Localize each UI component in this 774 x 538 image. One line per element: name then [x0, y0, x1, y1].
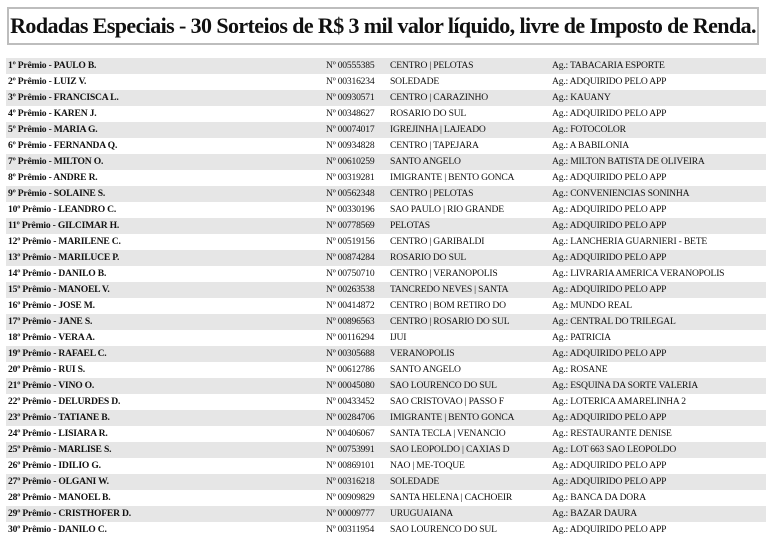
agent: Ag.: ADQUIRIDO PELO APP [552, 252, 667, 263]
city: NAO | ME-TOQUE [390, 460, 465, 471]
table-row [6, 522, 766, 538]
ticket-number: Nº 00045080 [326, 380, 375, 391]
ticket-number: Nº 00562348 [326, 188, 375, 199]
city: PELOTAS [390, 220, 430, 231]
city: SANTO ANGELO [390, 156, 461, 167]
table-row [6, 458, 766, 474]
ticket-number: Nº 00316234 [326, 76, 375, 87]
table-row [6, 90, 766, 106]
ticket-number: Nº 00414872 [326, 300, 375, 311]
ticket-number: Nº 00874284 [326, 252, 375, 263]
ticket-number: Nº 00869101 [326, 460, 375, 471]
agent: Ag.: LOTERICA AMARELINHA 2 [552, 396, 686, 407]
table-row [6, 138, 766, 154]
prize-label: 21º Prêmio - VINO O. [8, 380, 95, 391]
prize-label: 25º Prêmio - MARLISE S. [8, 444, 112, 455]
city: SAO LOURENCO DO SUL [390, 524, 497, 535]
city: IMIGRANTE | BENTO GONCA [390, 172, 515, 183]
city: SANTA HELENA | CACHOEIR [390, 492, 513, 503]
ticket-number: Nº 00284706 [326, 412, 375, 423]
table-row [6, 266, 766, 282]
agent: Ag.: RESTAURANTE DENISE [552, 428, 672, 439]
prize-label: 5º Prêmio - MARIA G. [8, 124, 98, 135]
table-row [6, 346, 766, 362]
city: SAO LEOPOLDO | CAXIAS D [390, 444, 510, 455]
ticket-number: Nº 00753991 [326, 444, 375, 455]
agent: Ag.: ADQUIRIDO PELO APP [552, 348, 667, 359]
city: SAO LOURENCO DO SUL [390, 380, 497, 391]
ticket-number: Nº 00348627 [326, 108, 375, 119]
ticket-number: Nº 00311954 [326, 524, 375, 535]
prize-label: 23º Prêmio - TATIANE B. [8, 412, 110, 423]
prize-label: 19º Prêmio - RAFAEL C. [8, 348, 107, 359]
agent: Ag.: ADQUIRIDO PELO APP [552, 76, 667, 87]
prize-label: 22º Prêmio - DELURDES D. [8, 396, 121, 407]
agent: Ag.: CONVENIENCIAS SONINHA [552, 188, 690, 199]
ticket-number: Nº 00330196 [326, 204, 375, 215]
agent: Ag.: PATRICIA [552, 332, 611, 343]
prize-label: 20º Prêmio - RUI S. [8, 364, 85, 375]
prize-label: 18º Prêmio - VERA A. [8, 332, 95, 343]
table-row [6, 506, 766, 522]
ticket-number: Nº 00319281 [326, 172, 375, 183]
city: ROSARIO DO SUL [390, 252, 467, 263]
ticket-number: Nº 00930571 [326, 92, 375, 103]
prize-label: 4º Prêmio - KAREN J. [8, 108, 97, 119]
city: TANCREDO NEVES | SANTA [390, 284, 509, 295]
agent: Ag.: LIVRARIA AMERICA VERANOPOLIS [552, 268, 725, 279]
city: IMIGRANTE | BENTO GONCA [390, 412, 515, 423]
agent: Ag.: CENTRAL DO TRILEGAL [552, 316, 676, 327]
table-row [6, 394, 766, 410]
ticket-number: Nº 00519156 [326, 236, 375, 247]
prize-label: 12º Prêmio - MARILENE C. [8, 236, 121, 247]
city: CENTRO | PELOTAS [390, 60, 474, 71]
agent: Ag.: ADQUIRIDO PELO APP [552, 284, 667, 295]
city: CENTRO | GARIBALDI [390, 236, 485, 247]
table-row [6, 410, 766, 426]
agent: Ag.: TABACARIA ESPORTE [552, 60, 665, 71]
city: CENTRO | VERANOPOLIS [390, 268, 498, 279]
ticket-number: Nº 00316218 [326, 476, 375, 487]
agent: Ag.: ADQUIRIDO PELO APP [552, 204, 667, 215]
table-row [6, 362, 766, 378]
agent: Ag.: ESQUINA DA SORTE VALERIA [552, 380, 698, 391]
agent: Ag.: BANCA DA DORA [552, 492, 646, 503]
city: SOLEDADE [390, 76, 440, 87]
prize-label: 16º Prêmio - JOSE M. [8, 300, 95, 311]
table-row [6, 74, 766, 90]
prize-label: 27º Prêmio - OLGANI W. [8, 476, 109, 487]
city: CENTRO | ROSARIO DO SUL [390, 316, 510, 327]
table-row [6, 330, 766, 346]
table-row [6, 490, 766, 506]
table-row [6, 378, 766, 394]
table-row [6, 250, 766, 266]
prize-label: 13º Prêmio - MARILUCE P. [8, 252, 120, 263]
agent: Ag.: KAUANY [552, 92, 611, 103]
table-row [6, 298, 766, 314]
agent: Ag.: A BABILONIA [552, 140, 630, 151]
ticket-number: Nº 00934828 [326, 140, 375, 151]
prize-label: 28º Prêmio - MANOEL B. [8, 492, 111, 503]
prize-label: 15º Prêmio - MANOEL V. [8, 284, 110, 295]
prize-label: 30º Prêmio - DANILO C. [8, 524, 107, 535]
table-row [6, 234, 766, 250]
city: IGREJINHA | LAJEADO [390, 124, 486, 135]
prize-label: 10º Prêmio - LEANDRO C. [8, 204, 117, 215]
prize-label: 3º Prêmio - FRANCISCA L. [8, 92, 119, 103]
city: CENTRO | CARAZINHO [390, 92, 488, 103]
prize-label: 11º Prêmio - GILCIMAR H. [8, 220, 120, 231]
table-row [6, 442, 766, 458]
agent: Ag.: ADQUIRIDO PELO APP [552, 412, 667, 423]
city: CENTRO | TAPEJARA [390, 140, 479, 151]
agent: Ag.: LOT 663 SAO LEOPOLDO [552, 444, 677, 455]
table-row [6, 170, 766, 186]
ticket-number: Nº 00778569 [326, 220, 375, 231]
ticket-number: Nº 00555385 [326, 60, 375, 71]
agent: Ag.: ROSANE [552, 364, 608, 375]
ticket-number: Nº 00263538 [326, 284, 375, 295]
city: VERANOPOLIS [390, 348, 455, 359]
prize-label: 2º Prêmio - LUIZ V. [8, 76, 87, 87]
prize-label: 29º Prêmio - CRISTHOFER D. [8, 508, 131, 519]
table-row [6, 58, 766, 74]
prize-label: 8º Prêmio - ANDRE R. [8, 172, 98, 183]
agent: Ag.: ADQUIRIDO PELO APP [552, 460, 667, 471]
city: SANTA TECLA | VENANCIO [390, 428, 506, 439]
agent: Ag.: ADQUIRIDO PELO APP [552, 220, 667, 231]
prize-label: 9º Prêmio - SOLAINE S. [8, 188, 106, 199]
ticket-number: Nº 00610259 [326, 156, 375, 167]
agent: Ag.: ADQUIRIDO PELO APP [552, 108, 667, 119]
prize-label: 14º Prêmio - DANILO B. [8, 268, 107, 279]
agent: Ag.: MUNDO REAL [552, 300, 632, 311]
ticket-number: Nº 00750710 [326, 268, 375, 279]
city: CENTRO | PELOTAS [390, 188, 474, 199]
city: SOLEDADE [390, 476, 440, 487]
ticket-number: Nº 00612786 [326, 364, 375, 375]
agent: Ag.: FOTOCOLOR [552, 124, 626, 135]
prize-label: 26º Prêmio - IDILIO G. [8, 460, 101, 471]
ticket-number: Nº 00009777 [326, 508, 375, 519]
agent: Ag.: ADQUIRIDO PELO APP [552, 172, 667, 183]
page-title: Rodadas Especiais - 30 Sorteios de R$ 3 mil valor líquido, livre de Imposto de Renda. [10, 13, 756, 38]
agent: Ag.: BAZAR DAURA [552, 508, 638, 519]
agent: Ag.: ADQUIRIDO PELO APP [552, 524, 667, 535]
prize-label: 1º Prêmio - PAULO B. [8, 60, 97, 71]
table-row [6, 218, 766, 234]
agent: Ag.: LANCHERIA GUARNIERI - BETE [552, 236, 708, 247]
agent: Ag.: ADQUIRIDO PELO APP [552, 476, 667, 487]
ticket-number: Nº 00433452 [326, 396, 375, 407]
prize-label: 24º Prêmio - LISIARA R. [8, 428, 108, 439]
ticket-number: Nº 00305688 [326, 348, 375, 359]
city: SAO PAULO | RIO GRANDE [390, 204, 504, 215]
ticket-number: Nº 00896563 [326, 316, 375, 327]
table-row [6, 154, 766, 170]
table-row [6, 314, 766, 330]
ticket-number: Nº 00074017 [326, 124, 375, 135]
table-row [6, 122, 766, 138]
table-row [6, 202, 766, 218]
city: IJUI [390, 332, 407, 343]
table-row [6, 282, 766, 298]
city: SANTO ANGELO [390, 364, 461, 375]
prize-label: 6º Prêmio - FERNANDA Q. [8, 140, 118, 151]
city: ROSARIO DO SUL [390, 108, 467, 119]
table-row [6, 186, 766, 202]
prize-label: 7º Prêmio - MILTON O. [8, 156, 104, 167]
ticket-number: Nº 00116294 [326, 332, 375, 343]
table-row [6, 426, 766, 442]
table-row [6, 106, 766, 122]
agent: Ag.: MILTON BATISTA DE OLIVEIRA [552, 156, 705, 167]
ticket-number: Nº 00909829 [326, 492, 375, 503]
table-row [6, 474, 766, 490]
ticket-number: Nº 00406067 [326, 428, 375, 439]
city: SAO CRISTOVAO | PASSO F [390, 396, 504, 407]
city: CENTRO | BOM RETIRO DO [390, 300, 506, 311]
winners-table [6, 58, 766, 538]
city: URUGUAIANA [390, 508, 454, 519]
title-box [7, 7, 759, 45]
prize-label: 17º Prêmio - JANE S. [8, 316, 93, 327]
